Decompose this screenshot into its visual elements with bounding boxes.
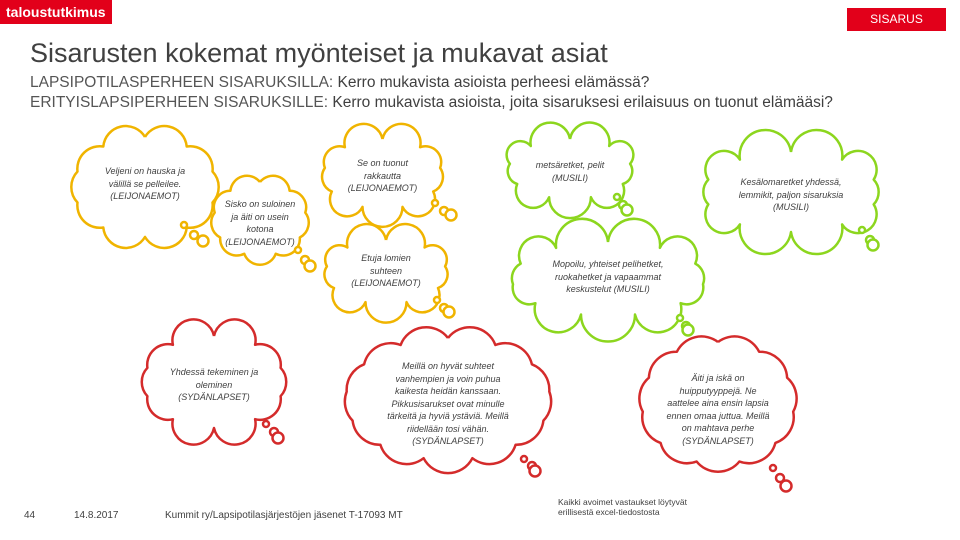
cloud-tail-bubble	[446, 210, 457, 221]
cloud-text: Kesälomaretket yhdessä, lemmikit, paljon sisaruksia (MUSILI)	[738, 177, 844, 212]
cloud-tail-bubble	[305, 261, 316, 272]
cloud-text: Äiti ja iskä on huipputyyppejä. Ne aattelee aina ensin lapsia ennen omaa juttua. Meillä on mahtava perhe (SYDÄNLAPSET)	[666, 373, 770, 446]
section-badge: SISARUS	[847, 8, 946, 31]
cloud-tail-bubble	[781, 481, 792, 492]
cloud-tail-bubble	[521, 456, 527, 462]
cloud-text: Yhdessä tekeminen ja oleminen (SYDÄNLAPSET)	[169, 367, 259, 402]
question-2	[30, 94, 833, 112]
cloud-rakkautta	[320, 135, 445, 213]
cloud-mopoilu	[508, 238, 708, 320]
cloud-aiti	[638, 338, 798, 468]
cloud-tail-bubble	[677, 315, 683, 321]
question-1-target: LAPSIPOTILASPERHEEN SISARUKSILLA:	[30, 74, 334, 91]
brand-logo: taloustutkimus	[0, 0, 112, 24]
excel-note: Kaikki avoimet vastaukset löytyvät erillisestä excel-tiedostosta	[558, 497, 687, 517]
cloud-tail-bubble	[198, 236, 209, 247]
cloud-etuja	[322, 236, 450, 308]
cloud-tail-bubble	[622, 205, 633, 216]
cloud-tail-bubble	[434, 297, 440, 303]
cloud-tail-bubble	[859, 227, 865, 233]
page-title: Sisarusten kokemat myönteiset ja mukavat asiat	[30, 38, 608, 68]
cloud-text: Etuja lomien suhteen (LEIJONAEMOT)	[351, 253, 421, 288]
cloud-text: Veljeni on hauska ja välillä se pelleilee. (LEIJONAEMOT)	[104, 166, 186, 201]
cloud-tail-bubble	[770, 465, 776, 471]
cloud-sisko	[210, 178, 310, 260]
question-2-target: ERITYISLAPSIPERHEEN SISARUKSILLE:	[30, 94, 329, 111]
cloud-text: Se on tuonut rakkautta (LEIJONAEMOT)	[347, 158, 418, 193]
report-date: 14.8.2017	[74, 510, 119, 521]
cloud-tail-bubble	[190, 231, 198, 239]
cloud-tail-bubble	[868, 240, 879, 251]
cloud-metsaretket	[505, 135, 635, 203]
question-1	[30, 74, 649, 92]
cloud-text: metsäretket, pelit (MUSILI)	[535, 160, 605, 183]
cloud-text: Sisko on suloinen ja äiti on usein kotona (LEIJONAEMOT)	[224, 199, 296, 247]
cloud-veljeni	[70, 133, 220, 241]
cloud-suhteet	[342, 334, 554, 464]
page-number: 44	[24, 510, 36, 521]
question-2-text: Kerro mukavista asioista, joita sisaruksesi erilaisuus on tuonut elämääsi?	[332, 94, 833, 111]
cloud-tail-bubble	[181, 222, 187, 228]
cloud-text: Mopoilu, yhteiset pelihetket, ruokahetket ja vapaammat keskustelut (MUSILI)	[552, 259, 664, 294]
cloud-yhdessa	[140, 332, 288, 432]
cloud-tail-bubble	[683, 325, 694, 336]
question-1-text: Kerro mukavista asioista perheesi elämässä?	[337, 74, 650, 91]
cloud-tail-bubble	[444, 307, 455, 318]
cloud-text: Meillä on hyvät suhteet vanhempien ja voin puhua kaikesta heidän kanssaan. Pikkusisarukset ovat minulle tärkeitä ja hyviä ystäviä. Meillä riidellään tosi vähän. (SYDÄNLAPSET)	[387, 361, 509, 446]
cloud-tail-bubble	[263, 421, 269, 427]
cloud-kesalomaretket	[700, 148, 882, 236]
cloud-tail-bubble	[432, 200, 438, 206]
source-note: Kummit ry/Lapsipotilasjärjestöjen jäsenet T-17093 MT	[165, 510, 403, 521]
cloud-tail-bubble	[614, 194, 620, 200]
cloud-tail-bubble	[273, 433, 284, 444]
cloud-tail-bubble	[530, 466, 541, 477]
